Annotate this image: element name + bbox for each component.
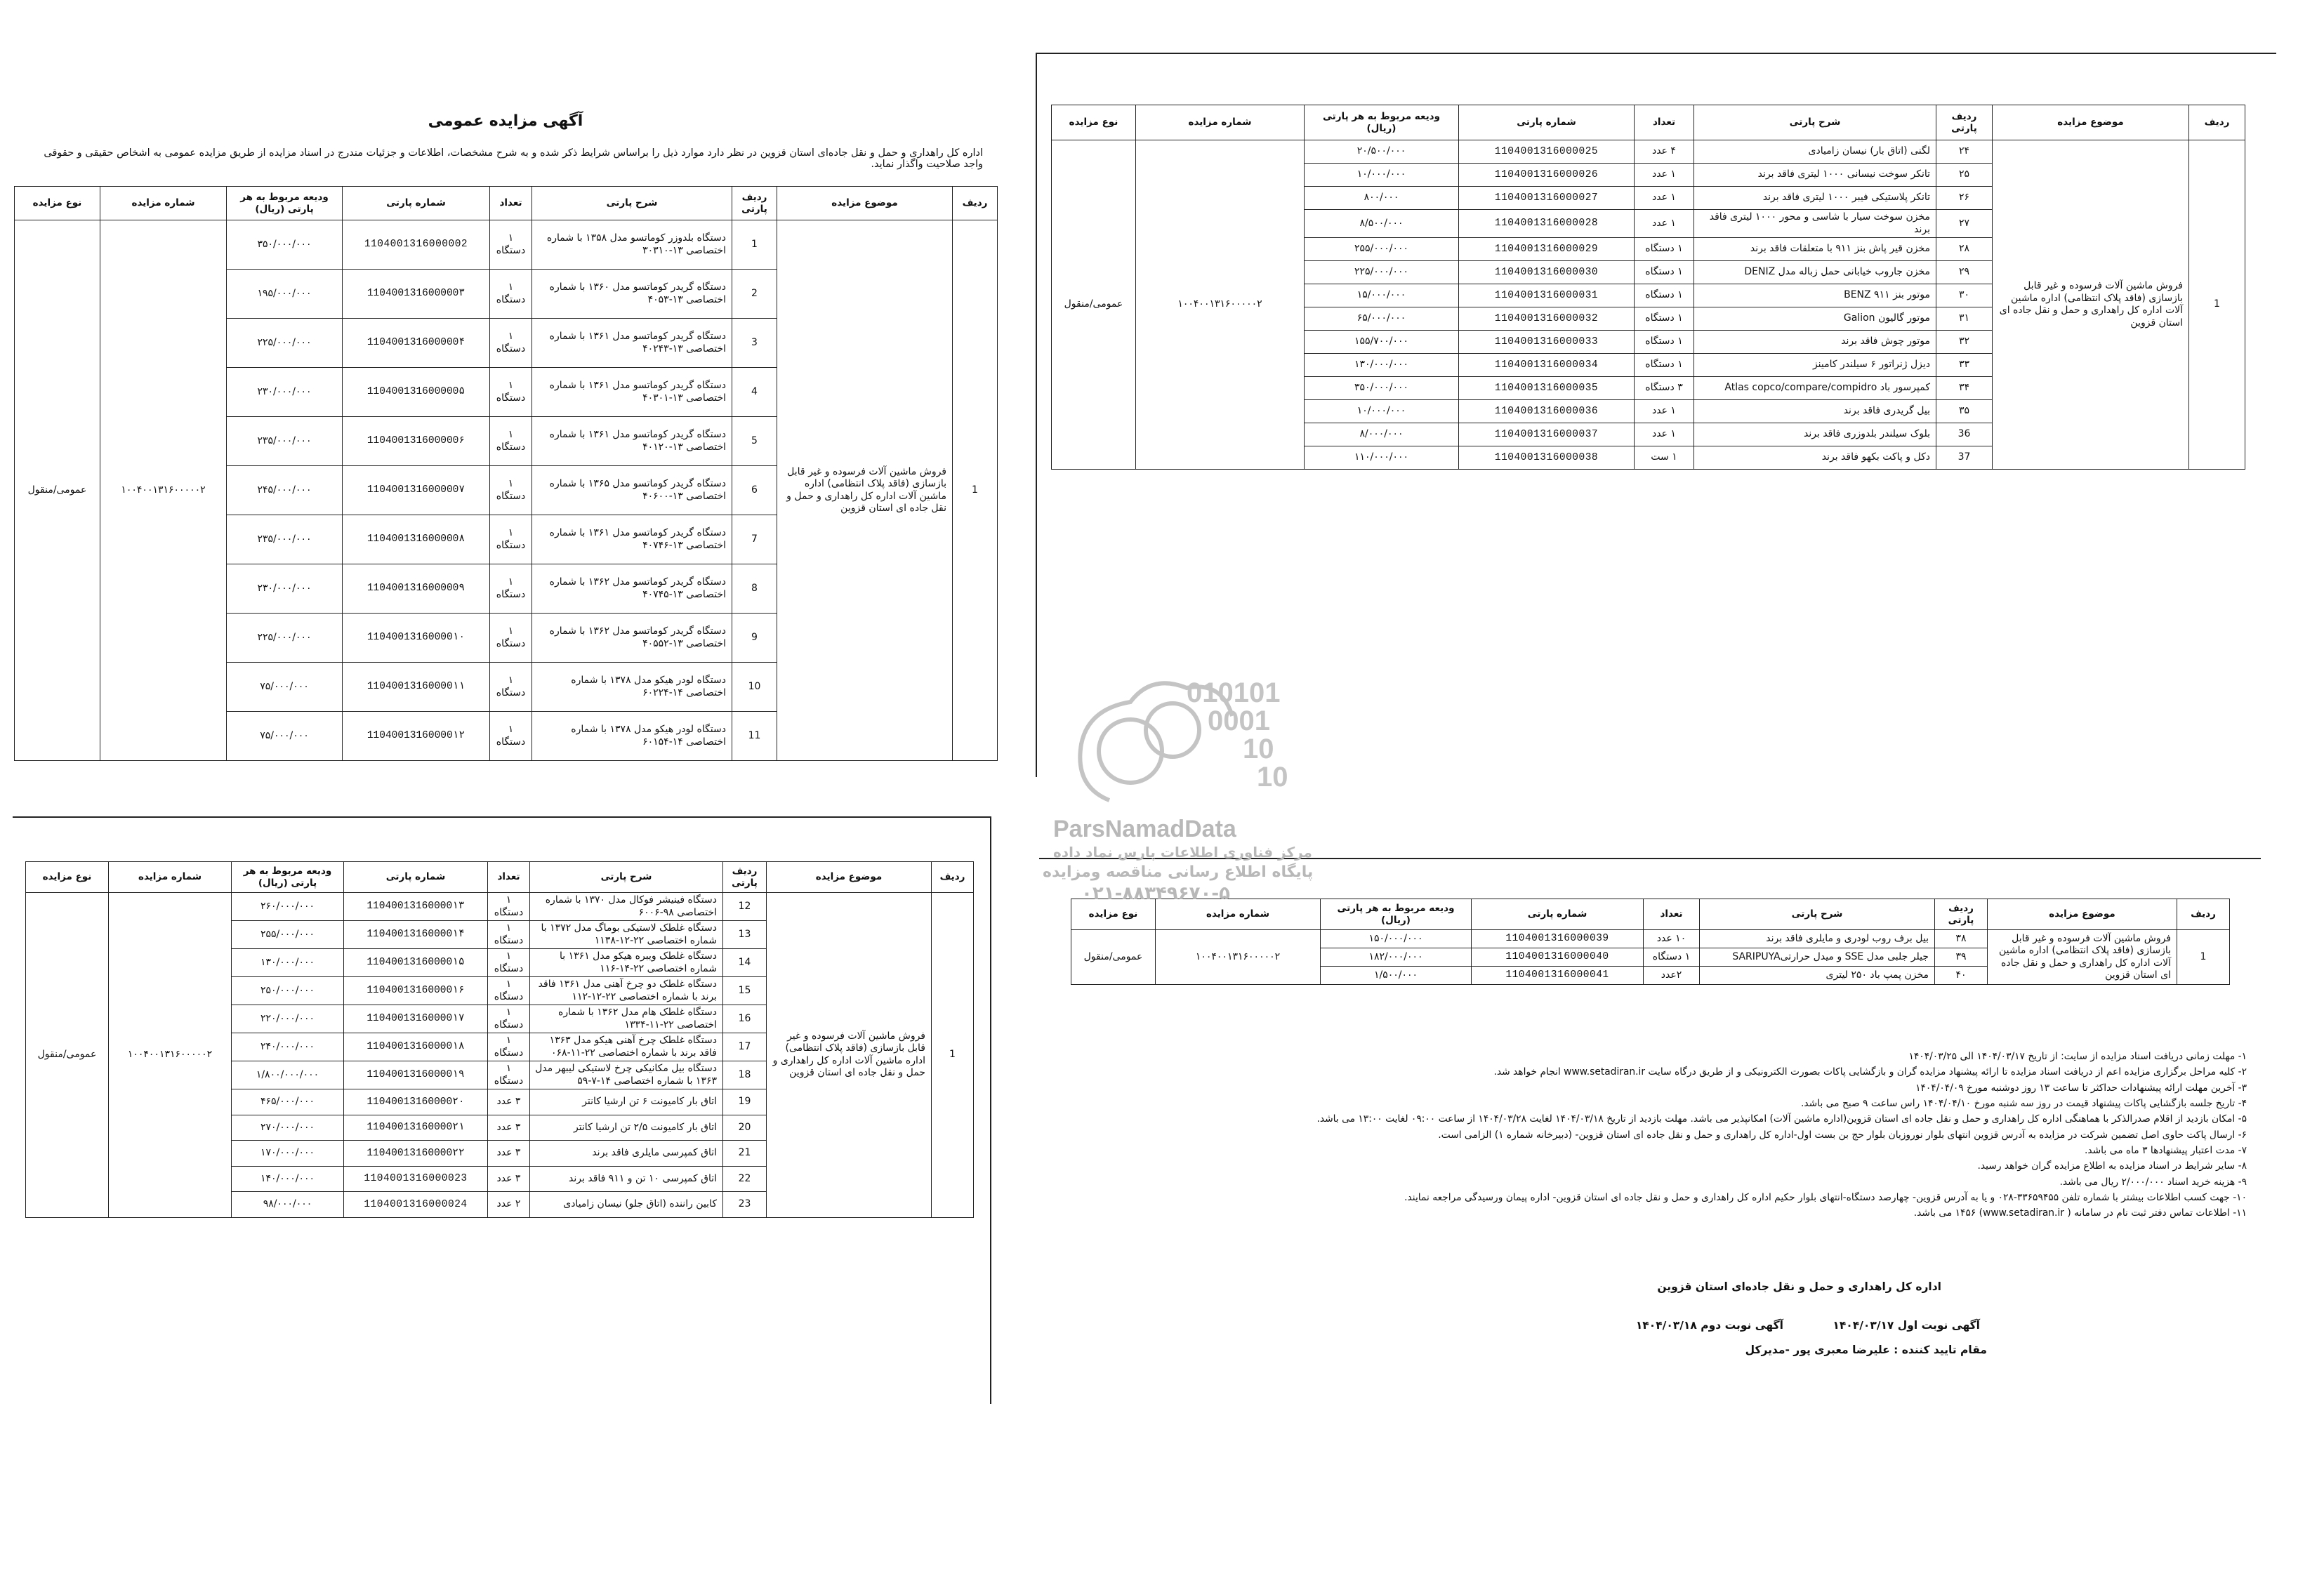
cell-count: ۴ عدد bbox=[1635, 140, 1694, 164]
cell-deposit: ۱۵۵/۷۰۰/۰۰۰ bbox=[1305, 331, 1459, 354]
note-item: ۱۰- جهت کسب اطلاعات بیشتر با شماره تلفن ۳۳۶۵۹۴۵۵-۰۲۸ و یا به آدرس قزوین- چهارصد دستگاه-انتهای بلوار حکیم اداره کل راهداری و حمل و نقل جاده ای استان قزوین- اداره پیمان ورسیدگی مراجعه نمایند. bbox=[1404, 1192, 2247, 1204]
cell-deposit: ۲۵۵/۰۰۰/۰۰۰ bbox=[1305, 238, 1459, 261]
cell-count: ۱ دستگاه bbox=[490, 663, 532, 712]
cell-count: ۱ دستگاه bbox=[1635, 331, 1694, 354]
header-subject: موضوع مزایده bbox=[1988, 899, 2177, 930]
cell-count: ۱ عدد bbox=[1635, 423, 1694, 446]
header-type: نوع مزایده bbox=[26, 862, 109, 893]
table-2-body bbox=[26, 893, 974, 1218]
cell-party-no: 110400131600000۸ bbox=[343, 515, 490, 564]
header-party-row: ردیف پارتی bbox=[732, 187, 777, 220]
cell-count: ۱ عدد bbox=[1635, 164, 1694, 187]
cell-party-row: 36 bbox=[1936, 423, 1993, 446]
cell-party-no: 1104001316000034 bbox=[1459, 354, 1635, 377]
cell-party-no: 1104001316000029 bbox=[1459, 238, 1635, 261]
note-item: ۷- مدت اعتبار پیشنهادها ۳ ماه می باشد. bbox=[2084, 1145, 2247, 1157]
cell-party-row: ۴۰ bbox=[1935, 967, 1988, 985]
header-deposit: ودیعه مربوط به هر پارتی (ریال) bbox=[1321, 899, 1472, 930]
cell-radif: 1 bbox=[2189, 140, 2245, 470]
header-party-no: شماره پارتی bbox=[343, 187, 490, 220]
cell-party-no: 1104001316000035 bbox=[1459, 377, 1635, 400]
header-party-no: شماره پارتی bbox=[1459, 105, 1635, 140]
cell-party-row: ۲۶ bbox=[1936, 187, 1993, 210]
cell-desc: بیل برف روب لودری و مایلری فاقد برند bbox=[1700, 930, 1935, 948]
cell-party-row: 22 bbox=[723, 1166, 767, 1192]
note-item: ۵- امکان بازدید از اقلام صدرالذکر با هماهنگی اداره کل راهداری و حمل و نقل جاده ای استان قزوین(اداره ماشین آلات) امکانپذیر می باشد. مهلت بازدید از تاریخ ۱۴۰۴/۰۳/۱۸ لغایت ۱۴۰۴/۰۳/۲۸ از ساعت ۰۹:۰۰ لغایت ۱۳:۰۰ می باشد. bbox=[1316, 1113, 2247, 1125]
cell-party-row: 16 bbox=[723, 1005, 767, 1033]
header-radif: ردیف bbox=[932, 862, 974, 893]
cell-count: ۱ دستگاه bbox=[490, 515, 532, 564]
cell-party-row: 10 bbox=[732, 663, 777, 712]
cell-desc: بلوک سیلندر بلدوزری فاقد برند bbox=[1694, 423, 1936, 446]
cell-count: ۳ دستگاه bbox=[1635, 377, 1694, 400]
cell-party-row: ۲۵ bbox=[1936, 164, 1993, 187]
cell-count: ۱ دستگاه bbox=[1635, 354, 1694, 377]
cell-party-no: 110400131600000۴ bbox=[343, 319, 490, 368]
cell-auction-no: ۱۰۰۴۰۰۱۳۱۶۰۰۰۰۰۲ bbox=[109, 893, 232, 1218]
cell-party-row: ۲۸ bbox=[1936, 238, 1993, 261]
cell-desc: مخزن جاروب خیابانی حمل زباله مدل DENIZ bbox=[1694, 261, 1936, 284]
header-count: تعداد bbox=[1644, 899, 1700, 930]
cell-desc: اتاق بار کامیونت ۲/۵ تن ارشیا کانتر bbox=[530, 1115, 723, 1141]
header-subject: موضوع مزایده bbox=[777, 187, 953, 220]
cell-party-no: 11040013160000۲۰ bbox=[344, 1089, 488, 1115]
cell-desc: دستگاه گریدر کوماتسو مدل ۱۳۶۲ با شماره اختصاصی ۱۳-۴۰۵۵۲ bbox=[532, 614, 732, 663]
cell-desc: موتور گالیون Galion bbox=[1694, 307, 1936, 331]
signature-second-notice: آگهی نوبت دوم ۱۴۰۴/۰۳/۱۸ bbox=[1635, 1319, 1783, 1332]
cell-party-row: ۳۸ bbox=[1935, 930, 1988, 948]
cell-deposit: ۲۲۰/۰۰۰/۰۰۰ bbox=[232, 1005, 344, 1033]
cell-count: ۱ دستگاه bbox=[490, 368, 532, 417]
note-item: ۸- سایر شرایط در اسناد مزایده به اطلاع مزایده گران خواهد رسید. bbox=[1977, 1160, 2247, 1172]
header-auction-no: شماره مزایده bbox=[109, 862, 232, 893]
sheet-3 bbox=[13, 816, 991, 1404]
cell-type: عمومی/منقول bbox=[1071, 930, 1156, 985]
cell-party-row: 23 bbox=[723, 1192, 767, 1218]
table-row bbox=[15, 220, 998, 270]
cell-desc: دستگاه غلطک لاستیکی بوماگ مدل ۱۳۷۲ با شماره اختصاصی ۲۲-۱۲-۱۱۳۸ bbox=[530, 921, 723, 949]
cell-radif: 1 bbox=[932, 893, 974, 1218]
cell-desc: دستگاه غلطک ویبره هیکو مدل ۱۳۶۱ با شماره اختصاصی ۲۲-۱۴-۱۱۶ bbox=[530, 949, 723, 977]
signature-first-notice: آگهی نوبت اول ۱۴۰۴/۰۳/۱۷ bbox=[1833, 1319, 1980, 1332]
cell-deposit: ۲۴۵/۰۰۰/۰۰۰ bbox=[227, 466, 343, 515]
cell-party-no: 11040013160000۱۶ bbox=[344, 977, 488, 1005]
cell-desc: تانکر سوخت نیسانی ۱۰۰۰ لیتری فاقد برند bbox=[1694, 164, 1936, 187]
cell-count: ۱ دستگاه bbox=[490, 220, 532, 270]
cell-desc: مخزن سوخت سیار با شاسی و محور ۱۰۰۰ لیتری فاقد برند bbox=[1694, 210, 1936, 238]
auction-table-3 bbox=[1051, 105, 2245, 470]
cell-party-row: 4 bbox=[732, 368, 777, 417]
cell-party-row: ۳۲ bbox=[1936, 331, 1993, 354]
cell-party-no: 11040013160000۱۲ bbox=[343, 712, 490, 761]
cell-count: ۱۰ عدد bbox=[1644, 930, 1700, 948]
cell-party-no: 11040013160000۱۹ bbox=[344, 1061, 488, 1089]
cell-deposit: ۶۵/۰۰۰/۰۰۰ bbox=[1305, 307, 1459, 331]
cell-desc: دستگاه گریدر کوماتسو مدل ۱۳۶۲ با شماره اختصاصی ۱۳-۴۰۷۴۵ bbox=[532, 564, 732, 614]
cell-deposit: ۲۲۵/۰۰۰/۰۰۰ bbox=[227, 319, 343, 368]
cell-deposit: ۴۶۵/۰۰۰/۰۰۰ bbox=[232, 1089, 344, 1115]
cell-deposit: ۸/۰۰۰/۰۰۰ bbox=[1305, 423, 1459, 446]
notice-intro: اداره کل راهداری و حمل و نقل جاده‌ای استان قزوین در نظر دارد موارد ذیل را براساس شرایط ذکر شده و به شرح مشخصات، اطلاعات و جزئیات مندرج در اسناد مزایده از طریق مزایده عمومی به اشخاص حقیقی و حقوقی واجد صلاحیت واگذار نماید. bbox=[44, 147, 983, 170]
header-auction-no: شماره مزایده bbox=[100, 187, 227, 220]
header-desc: شرح پارتی bbox=[1700, 899, 1935, 930]
notice-title: آگهی مزایده عمومی bbox=[428, 112, 583, 130]
cell-party-row: 7 bbox=[732, 515, 777, 564]
table-4-body bbox=[1071, 930, 2230, 985]
header-subject: موضوع مزایده bbox=[767, 862, 932, 893]
cell-party-row: 1 bbox=[732, 220, 777, 270]
cell-party-no: 1104001316000041 bbox=[1472, 967, 1644, 985]
cell-count: ۱ دستگاه bbox=[490, 319, 532, 368]
cell-subject: فروش ماشین آلات فرسوده و غیر قابل بازسازی (فاقد پلاک انتظامی) اداره ماشین آلات اداره کل راهداری و حمل و نقل جاده ای استان قزوین bbox=[1988, 930, 2177, 985]
cell-count: ۲ عدد bbox=[488, 1192, 530, 1218]
cell-party-no: 11040013160000۱۰ bbox=[343, 614, 490, 663]
cell-deposit: ۷۵/۰۰۰/۰۰۰ bbox=[227, 663, 343, 712]
cell-desc: دیزل ژنراتور ۶ سیلندر کامینز bbox=[1694, 354, 1936, 377]
cell-deposit: ۱۹۵/۰۰۰/۰۰۰ bbox=[227, 270, 343, 319]
cell-party-no: 11040013160000۲۲ bbox=[344, 1141, 488, 1167]
cell-desc: دستگاه گریدر کوماتسو مدل ۱۳۶۱ با شماره اختصاصی ۱۳-۴۰۲۴۳ bbox=[532, 319, 732, 368]
watermark-line2: پایگاه اطلاع رسانی مناقصه ومزایده bbox=[1043, 863, 1314, 881]
cell-party-no: 1104001316000027 bbox=[1459, 187, 1635, 210]
cell-party-no: 11040013160000۱۵ bbox=[344, 949, 488, 977]
cell-count: ۱ دستگاه bbox=[488, 977, 530, 1005]
cell-type: عمومی/منقول bbox=[26, 893, 109, 1218]
table-row bbox=[1052, 140, 2245, 164]
header-party-no: شماره پارتی bbox=[344, 862, 488, 893]
cell-party-row: 5 bbox=[732, 417, 777, 466]
cell-party-row: 8 bbox=[732, 564, 777, 614]
cell-count: ۱ دستگاه bbox=[490, 614, 532, 663]
watermark-logo-icon bbox=[1032, 660, 1327, 821]
header-party-row: ردیف پارتی bbox=[1935, 899, 1988, 930]
cell-party-no: 1104001316000026 bbox=[1459, 164, 1635, 187]
cell-deposit: ۲۳۰/۰۰۰/۰۰۰ bbox=[227, 564, 343, 614]
cell-deposit: ۹۸/۰۰۰/۰۰۰ bbox=[232, 1192, 344, 1218]
cell-party-no: 1104001316000040 bbox=[1472, 948, 1644, 967]
auction-table-1 bbox=[14, 186, 998, 761]
cell-desc: دستگاه غلطک چرخ آهنی هیکو مدل ۱۳۶۳ فاقد برند با شماره اختصاصی ۲۲-۱۱-۰۶۸ bbox=[530, 1033, 723, 1061]
auction-table-2 bbox=[25, 861, 974, 1218]
cell-radif: 1 bbox=[953, 220, 998, 761]
cell-count: ۱ ست bbox=[1635, 446, 1694, 470]
cell-desc: مخزن قیر پاش بنز ۹۱۱ با متعلقات فاقد برند bbox=[1694, 238, 1936, 261]
watermark-phone: ۰۲۱-۸۸۳۴۹۶۷۰-۵ bbox=[1081, 883, 1231, 904]
table-1-body bbox=[15, 220, 998, 761]
cell-party-row: 19 bbox=[723, 1089, 767, 1115]
sheet-4 bbox=[1039, 858, 2261, 1491]
cell-party-row: ۳۴ bbox=[1936, 377, 1993, 400]
cell-party-no: 110400131600000۵ bbox=[343, 368, 490, 417]
cell-deposit: ۲۴۰/۰۰۰/۰۰۰ bbox=[232, 1033, 344, 1061]
cell-count: ۱ دستگاه bbox=[488, 1005, 530, 1033]
cell-count: ۱ دستگاه bbox=[488, 949, 530, 977]
cell-party-no: 11040013160000۲۱ bbox=[344, 1115, 488, 1141]
cell-deposit: ۱۱۰/۰۰۰/۰۰۰ bbox=[1305, 446, 1459, 470]
cell-party-row: 2 bbox=[732, 270, 777, 319]
header-party-row: ردیف پارتی bbox=[1936, 105, 1993, 140]
cell-desc: دستگاه گریدر کوماتسو مدل ۱۳۶۱ با شماره اختصاصی ۱۳-۴۰۷۴۶ bbox=[532, 515, 732, 564]
cell-deposit: ۲۰/۵۰۰/۰۰۰ bbox=[1305, 140, 1459, 164]
cell-desc: دکل و پاکت بکهو فاقد برند bbox=[1694, 446, 1936, 470]
cell-party-no: 11040013160000۱۸ bbox=[344, 1033, 488, 1061]
cell-count: ۱ دستگاه bbox=[1635, 261, 1694, 284]
table-row bbox=[26, 893, 974, 921]
cell-count: ۱ دستگاه bbox=[488, 893, 530, 921]
cell-deposit: ۱۰/۰۰۰/۰۰۰ bbox=[1305, 164, 1459, 187]
cell-deposit: ۱۳۰/۰۰۰/۰۰۰ bbox=[1305, 354, 1459, 377]
cell-party-row: ۳۰ bbox=[1936, 284, 1993, 307]
cell-deposit: ۱۵/۰۰۰/۰۰۰ bbox=[1305, 284, 1459, 307]
cell-party-row: 6 bbox=[732, 466, 777, 515]
cell-party-row: 11 bbox=[732, 712, 777, 761]
watermark bbox=[1032, 660, 1327, 913]
cell-party-no: 1104001316000031 bbox=[1459, 284, 1635, 307]
cell-count: ۱ دستگاه bbox=[488, 1033, 530, 1061]
cell-desc: اتاق کمپرسی مایلری فاقد برند bbox=[530, 1141, 723, 1167]
note-item: ۱۱- اطلاعات تماس دفتر ثبت نام در سامانه ( www.setadiran.ir) ۱۴۵۶ می باشد. bbox=[1913, 1207, 2247, 1219]
cell-party-row: ۳۳ bbox=[1936, 354, 1993, 377]
cell-count: ۱ دستگاه bbox=[488, 1061, 530, 1089]
cell-count: ۳ عدد bbox=[488, 1166, 530, 1192]
cell-count: ۱ عدد bbox=[1635, 187, 1694, 210]
note-item: ۱- مهلت زمانی دریافت اسناد مزایده از سایت: از تاریخ ۱۴۰۴/۰۳/۱۷ الی ۱۴۰۴/۰۳/۲۵ bbox=[1908, 1051, 2247, 1062]
cell-party-row: 3 bbox=[732, 319, 777, 368]
cell-party-row: ۳۵ bbox=[1936, 400, 1993, 423]
cell-count: ۱ دستگاه bbox=[1635, 307, 1694, 331]
cell-desc: دستگاه گریدر کوماتسو مدل ۱۳۶۰ با شماره اختصاصی ۱۳-۴۰۵۳ bbox=[532, 270, 732, 319]
header-desc: شرح پارتی bbox=[530, 862, 723, 893]
header-radif: ردیف bbox=[953, 187, 998, 220]
cell-deposit: ۲۲۵/۰۰۰/۰۰۰ bbox=[1305, 261, 1459, 284]
cell-deposit: ۱۷۰/۰۰۰/۰۰۰ bbox=[232, 1141, 344, 1167]
cell-deposit: ۱۰/۰۰۰/۰۰۰ bbox=[1305, 400, 1459, 423]
cell-deposit: ۳۵۰/۰۰۰/۰۰۰ bbox=[227, 220, 343, 270]
cell-count: ۱ دستگاه bbox=[488, 921, 530, 949]
cell-party-no: 11040013160000۱۱ bbox=[343, 663, 490, 712]
note-item: ۹- هزینه خرید اسناد ۲/۰۰۰/۰۰۰ ریال می باشد. bbox=[2059, 1176, 2247, 1188]
watermark-brand: ParsNamadData bbox=[1053, 816, 1236, 842]
cell-desc: دستگاه گریدر کوماتسو مدل ۱۳۶۵ با شماره اختصاصی ۱۳-۴۰۶۰۰ bbox=[532, 466, 732, 515]
cell-party-row: 17 bbox=[723, 1033, 767, 1061]
cell-party-row: 12 bbox=[723, 893, 767, 921]
cell-count: ۳ عدد bbox=[488, 1115, 530, 1141]
header-party-no: شماره پارتی bbox=[1472, 899, 1644, 930]
cell-party-no: 1104001316000030 bbox=[1459, 261, 1635, 284]
cell-desc: جیلر جلبی مدل SSE و میدل حرارتیSARIPUYA bbox=[1700, 948, 1935, 967]
sheet-1 bbox=[0, 28, 1011, 793]
cell-desc: بیل گریدری فاقد برند bbox=[1694, 400, 1936, 423]
cell-count: ۳ عدد bbox=[488, 1141, 530, 1167]
header-type: نوع مزایده bbox=[1052, 105, 1136, 140]
cell-party-row: 14 bbox=[723, 949, 767, 977]
cell-deposit: ۸۰۰/۰۰۰ bbox=[1305, 187, 1459, 210]
cell-deposit: ۷۵/۰۰۰/۰۰۰ bbox=[227, 712, 343, 761]
cell-subject: فروش ماشین آلات فرسوده و غیر قابل بازسازی (فاقد پلاک انتظامی) اداره ماشین آلات اداره کل راهداری و حمل و نقل جاده ای استان قزوین bbox=[777, 220, 953, 761]
cell-desc: کابین راننده (اتاق جلو) نیسان زامیادی bbox=[530, 1192, 723, 1218]
cell-deposit: ۲۶۰/۰۰۰/۰۰۰ bbox=[232, 893, 344, 921]
cell-party-row: ۲۹ bbox=[1936, 261, 1993, 284]
cell-deposit: ۲۲۵/۰۰۰/۰۰۰ bbox=[227, 614, 343, 663]
watermark-line1: مرکز فناوری اطلاعات پارس نماد داده bbox=[1053, 844, 1312, 861]
cell-count: ۱ عدد bbox=[1635, 210, 1694, 238]
header-type: نوع مزایده bbox=[15, 187, 100, 220]
cell-deposit: ۲۳۵/۰۰۰/۰۰۰ bbox=[227, 515, 343, 564]
header-radif: ردیف bbox=[2177, 899, 2230, 930]
cell-party-no: 1104001316000023 bbox=[344, 1166, 488, 1192]
cell-party-row: ۳۱ bbox=[1936, 307, 1993, 331]
cell-party-no: 11040013160000۱۳ bbox=[344, 893, 488, 921]
cell-party-row: 37 bbox=[1936, 446, 1993, 470]
cell-radif: 1 bbox=[2177, 930, 2230, 985]
cell-party-no: 1104001316000002 bbox=[343, 220, 490, 270]
header-count: تعداد bbox=[490, 187, 532, 220]
cell-auction-no: ۱۰۰۴۰۰۱۳۱۶۰۰۰۰۰۲ bbox=[100, 220, 227, 761]
cell-desc: دستگاه فینیشر فوکال مدل ۱۳۷۰ با شماره اختصاصی ۹۸-۶۰۰۶ bbox=[530, 893, 723, 921]
header-count: تعداد bbox=[1635, 105, 1694, 140]
cell-party-row: 15 bbox=[723, 977, 767, 1005]
cell-desc: لگنی (اتاق بار) نیسان زامیادی bbox=[1694, 140, 1936, 164]
cell-count: ۳ عدد bbox=[488, 1089, 530, 1115]
cell-auction-no: ۱۰۰۴۰۰۱۳۱۶۰۰۰۰۰۲ bbox=[1136, 140, 1305, 470]
table-3-body bbox=[1052, 140, 2245, 470]
cell-party-no: 1104001316000025 bbox=[1459, 140, 1635, 164]
header-deposit: ودیعه مربوط به هر پارتی (ریال) bbox=[227, 187, 343, 220]
header-desc: شرح پارتی bbox=[1694, 105, 1936, 140]
cell-deposit: ۱/۸۰۰/۰۰۰/۰۰۰ bbox=[232, 1061, 344, 1089]
svg-text:10: 10 bbox=[1243, 734, 1274, 764]
cell-party-row: 13 bbox=[723, 921, 767, 949]
cell-deposit: ۱۳۰/۰۰۰/۰۰۰ bbox=[232, 949, 344, 977]
note-item: ۶- ارسال پاکت حاوی اصل تضمین شرکت در مزایده به آدرس قزوین انتهای بلوار نوروزیان بلوار حج بن بست اول-اداره کل راهداری و حمل و نقل جاده ای استان قزوین- (دبیرخانه شماره ۱) الزامی است. bbox=[1438, 1129, 2247, 1141]
header-count: تعداد bbox=[488, 862, 530, 893]
cell-deposit: ۱۵۰/۰۰۰/۰۰۰ bbox=[1321, 930, 1472, 948]
svg-text:010101: 010101 bbox=[1187, 677, 1281, 708]
cell-party-no: 1104001316000024 bbox=[344, 1192, 488, 1218]
cell-desc: دستگاه گریدر کوماتسو مدل ۱۳۶۱ با شماره اختصاصی ۱۳-۴۰۱۲۰ bbox=[532, 417, 732, 466]
svg-text:0001: 0001 bbox=[1208, 705, 1270, 736]
cell-deposit: ۸/۵۰۰/۰۰۰ bbox=[1305, 210, 1459, 238]
cell-count: ۱ دستگاه bbox=[490, 417, 532, 466]
cell-count: ۱ عدد bbox=[1635, 400, 1694, 423]
cell-party-no: 1104001316000038 bbox=[1459, 446, 1635, 470]
cell-party-no: 110400131600000۷ bbox=[343, 466, 490, 515]
cell-desc: دستگاه غلطک هام مدل ۱۳۶۲ با شماره اختصاصی ۲۲-۱۱-۱۳۳۴ bbox=[530, 1005, 723, 1033]
cell-party-no: 1104001316000032 bbox=[1459, 307, 1635, 331]
cell-party-no: 1104001316000028 bbox=[1459, 210, 1635, 238]
signature-org: اداره کل راهداری و حمل و نقل جاده‌ای استان قزوین bbox=[1657, 1280, 1941, 1293]
cell-party-row: 18 bbox=[723, 1061, 767, 1089]
cell-desc: دستگاه لودر هیکو مدل ۱۳۷۸ با شماره اختصاصی ۱۴-۶۰۱۵۴ bbox=[532, 712, 732, 761]
note-item: ۲- کلیه مراحل برگزاری مزایده اعم از دریافت اسناد مزایده تا ارائه پیشنهاد مزایده گران و بازگشایی پاکات بصورت الکترونیکی و از طریق درگاه سایت www.setadiran.ir انجام خواهد شد. bbox=[1493, 1066, 2247, 1078]
cell-desc: دستگاه بیل مکانیکی چرخ لاستیکی لیبهر مدل ۱۳۶۳ با شماره اختصاصی ۱۴-۷-۵۹ bbox=[530, 1061, 723, 1089]
cell-desc: دستگاه غلطک دو چرخ آهنی مدل ۱۳۶۱ فاقد برند با شماره اختصاصی ۲۲-۱۲-۱۱۲ bbox=[530, 977, 723, 1005]
cell-type: عمومی/منقول bbox=[1052, 140, 1136, 470]
signature-approver: مقام تایید کننده : علیرضا معبری پور -مدیرکل bbox=[1745, 1344, 1987, 1356]
cell-count: ۱ دستگاه bbox=[490, 270, 532, 319]
header-type: نوع مزایده bbox=[1071, 899, 1156, 930]
cell-party-no: 1104001316000033 bbox=[1459, 331, 1635, 354]
cell-type: عمومی/منقول bbox=[15, 220, 100, 761]
cell-party-no: 110400131600000۳ bbox=[343, 270, 490, 319]
cell-desc: اتاق بار کامیونت ۶ تن ارشیا کانتر bbox=[530, 1089, 723, 1115]
cell-party-row: 20 bbox=[723, 1115, 767, 1141]
note-item: ۳- آخرین مهلت ارائه پیشنهادات حداکثر تا ساعت ۱۳ روز دوشنبه مورخ ۱۴۰۴/۰۴/۰۹ bbox=[1915, 1082, 2247, 1094]
cell-count: ۱ دستگاه bbox=[1635, 238, 1694, 261]
note-item: ۴- تاریخ جلسه بازگشایی پاکات پیشنهاد قیمت در روز سه شنبه مورخ ۱۴۰۴/۰۴/۱۰ راس ساعت ۹ صبح می باشد. bbox=[1801, 1098, 2247, 1110]
cell-subject: فروش ماشین آلات فرسوده و غیر قابل بازسازی (فاقد پلاک انتظامی) اداره ماشین آلات اداره کل راهداری و حمل و نقل جاده ای استان قزوین bbox=[767, 893, 932, 1218]
cell-desc: تانکر پلاستیکی فیبر ۱۰۰۰ لیتری فاقد برند bbox=[1694, 187, 1936, 210]
header-desc: شرح پارتی bbox=[532, 187, 732, 220]
table-row bbox=[1071, 930, 2230, 948]
cell-deposit: ۲۵۵/۰۰۰/۰۰۰ bbox=[232, 921, 344, 949]
header-deposit: ودیعه مربوط به هر پارتی (ریال) bbox=[232, 862, 344, 893]
cell-deposit: ۲۳۰/۰۰۰/۰۰۰ bbox=[227, 368, 343, 417]
cell-deposit: ۲۷۰/۰۰۰/۰۰۰ bbox=[232, 1115, 344, 1141]
cell-desc: دستگاه گریدر کوماتسو مدل ۱۳۶۱ با شماره اختصاصی ۱۳-۴۰۳۰۱ bbox=[532, 368, 732, 417]
header-auction-no: شماره مزایده bbox=[1156, 899, 1321, 930]
header-subject: موضوع مزایده bbox=[1993, 105, 2189, 140]
cell-party-row: 9 bbox=[732, 614, 777, 663]
cell-deposit: ۲۳۵/۰۰۰/۰۰۰ bbox=[227, 417, 343, 466]
cell-desc: اتاق کمپرسی ۱۰ تن و ۹۱۱ فاقد برند bbox=[530, 1166, 723, 1192]
cell-subject: فروش ماشین آلات فرسوده و غیر قابل بازسازی (فاقد پلاک انتظامی) اداره ماشین آلات اداره کل راهداری و حمل و نقل جاده ای استان قزوین bbox=[1993, 140, 2189, 470]
cell-desc: دستگاه لودر هیکو مدل ۱۳۷۸ با شماره اختصاصی ۱۴-۶۰۲۲۴ bbox=[532, 663, 732, 712]
header-radif: ردیف bbox=[2189, 105, 2245, 140]
cell-deposit: ۳۵۰/۰۰۰/۰۰۰ bbox=[1305, 377, 1459, 400]
cell-party-row: ۲۴ bbox=[1936, 140, 1993, 164]
cell-deposit: ۱/۵۰۰/۰۰۰ bbox=[1321, 967, 1472, 985]
cell-party-no: 110400131600000۶ bbox=[343, 417, 490, 466]
cell-party-row: ۲۷ bbox=[1936, 210, 1993, 238]
cell-deposit: ۱۴۰/۰۰۰/۰۰۰ bbox=[232, 1166, 344, 1192]
cell-desc: موتور چوش فاقد برند bbox=[1694, 331, 1936, 354]
header-deposit: ودیعه مربوط به هر پارتی (ریال) bbox=[1305, 105, 1459, 140]
cell-desc: دستگاه بلدوزر کوماتسو مدل ۱۳۵۸ با شماره اختصاصی ۱۳-۳۰۳۱۰ bbox=[532, 220, 732, 270]
cell-count: ۱ دستگاه bbox=[490, 712, 532, 761]
cell-party-no: 1104001316000036 bbox=[1459, 400, 1635, 423]
header-party-row: ردیف پارتی bbox=[723, 862, 767, 893]
cell-party-no: 11040013160000۱۷ bbox=[344, 1005, 488, 1033]
notes-list bbox=[1060, 1049, 2247, 1221]
cell-count: ۱ دستگاه bbox=[1644, 948, 1700, 967]
cell-count: ۱ دستگاه bbox=[490, 564, 532, 614]
header-auction-no: شماره مزایده bbox=[1136, 105, 1305, 140]
cell-party-row: 21 bbox=[723, 1141, 767, 1167]
cell-party-no: 11040013160000۱۴ bbox=[344, 921, 488, 949]
cell-desc: موتور بنز BENZ ۹۱۱ bbox=[1694, 284, 1936, 307]
cell-deposit: ۱۸۲/۰۰۰/۰۰۰ bbox=[1321, 948, 1472, 967]
cell-desc: کمپرسور باد Atlas copco/compare/compidro bbox=[1694, 377, 1936, 400]
cell-party-no: 1104001316000037 bbox=[1459, 423, 1635, 446]
cell-count: ۲عدد bbox=[1644, 967, 1700, 985]
cell-party-row: ۳۹ bbox=[1935, 948, 1988, 967]
svg-text:10: 10 bbox=[1257, 762, 1288, 793]
cell-deposit: ۲۵۰/۰۰۰/۰۰۰ bbox=[232, 977, 344, 1005]
cell-party-no: 1104001316000039 bbox=[1472, 930, 1644, 948]
cell-desc: مخزن پمپ باد ۲۵۰ لیتری bbox=[1700, 967, 1935, 985]
cell-count: ۱ دستگاه bbox=[490, 466, 532, 515]
cell-party-no: 110400131600000۹ bbox=[343, 564, 490, 614]
cell-auction-no: ۱۰۰۴۰۰۱۳۱۶۰۰۰۰۰۲ bbox=[1156, 930, 1321, 985]
cell-count: ۱ دستگاه bbox=[1635, 284, 1694, 307]
